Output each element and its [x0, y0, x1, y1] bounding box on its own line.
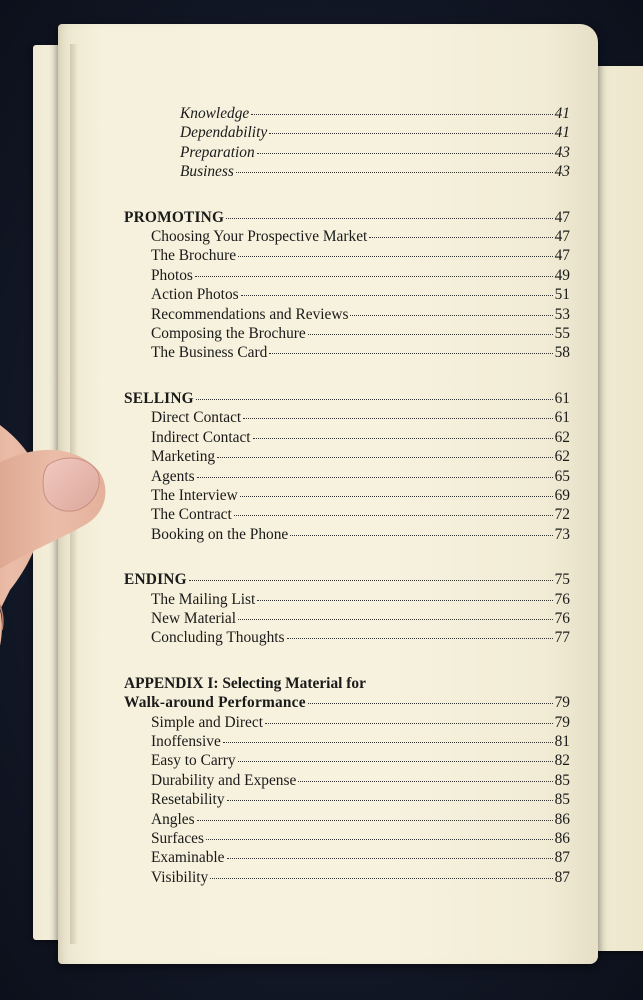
toc-entry-page: 47	[554, 247, 570, 265]
toc-entry-label: New Material	[151, 609, 237, 627]
leader-dots	[241, 294, 553, 296]
toc-entry-label: Knowledge	[180, 105, 250, 122]
leader-dots	[238, 255, 553, 257]
toc-section-heading	[124, 570, 570, 589]
toc-entry	[124, 305, 570, 324]
toc-entry	[124, 751, 570, 770]
toc-entry-label: The Contract	[151, 506, 232, 524]
toc-entry-page: 77	[554, 629, 570, 647]
leader-dots	[197, 819, 553, 821]
toc-section-ending	[124, 570, 570, 648]
toc-entry	[124, 609, 570, 628]
toc-entry-page: 55	[554, 325, 570, 343]
toc-entry	[124, 732, 570, 751]
toc-entry	[124, 467, 570, 486]
toc-entry	[124, 505, 570, 524]
toc-heading-page: 47	[554, 208, 570, 226]
leader-dots	[253, 437, 553, 439]
toc-entry	[124, 104, 570, 123]
toc-entry-label: The Brochure	[151, 247, 237, 265]
toc-entry-label: Angles	[151, 810, 195, 828]
toc-heading-label: SELLING	[124, 389, 194, 407]
toc-entry	[124, 525, 570, 544]
toc-entry-label: Indirect Contact	[151, 428, 251, 446]
toc-heading-page: 61	[554, 389, 570, 407]
toc-entry-label: Direct Contact	[151, 409, 242, 427]
toc-entry-label: Preparation	[180, 143, 255, 161]
leader-dots	[269, 352, 552, 354]
leader-dots	[265, 722, 553, 724]
toc-entry	[124, 628, 570, 647]
leader-dots	[257, 599, 552, 601]
toc-entry-label: Marketing	[151, 448, 216, 466]
toc-entry-label: Dependability	[180, 124, 268, 142]
leader-dots	[290, 534, 552, 536]
toc-heading-label: ENDING	[124, 571, 187, 589]
toc-entry-page: 86	[554, 810, 570, 828]
toc-entry-page: 43	[554, 163, 570, 181]
leader-dots	[234, 514, 553, 516]
leader-dots	[369, 236, 552, 238]
toc-entry	[124, 771, 570, 790]
toc-entry-page: 85	[554, 791, 570, 809]
leader-dots	[195, 275, 553, 277]
toc-entry	[124, 848, 570, 867]
leader-dots	[257, 152, 553, 154]
toc-entry-page: 69	[554, 486, 570, 504]
leader-dots	[287, 637, 553, 639]
toc-entry-label: Agents	[151, 467, 195, 485]
toc-section-heading	[124, 389, 570, 408]
toc-entry-label: Durability and Expense	[151, 771, 297, 789]
leader-dots	[251, 113, 552, 115]
toc-heading-page: 75	[554, 571, 570, 589]
toc-entry	[124, 324, 570, 343]
toc-entry-page: 47	[554, 228, 570, 246]
toc-entry-page: 49	[554, 266, 570, 284]
toc-entry-page: 62	[554, 428, 570, 446]
leader-dots	[308, 333, 553, 335]
toc-entry	[124, 143, 570, 162]
toc-entry	[124, 246, 570, 265]
toc-entry-page: 65	[554, 467, 570, 485]
toc-entry-label: The Mailing List	[151, 590, 256, 608]
toc-section-heading	[124, 208, 570, 227]
toc-entry	[124, 810, 570, 829]
toc-entry-label: Visibility	[151, 868, 209, 886]
toc-entry-page: 79	[554, 713, 570, 731]
toc-entry-page: 82	[554, 752, 570, 770]
toc-entry	[124, 428, 570, 447]
toc-heading-page: 79	[554, 694, 570, 712]
leader-dots	[350, 314, 552, 316]
toc-intro-block	[124, 104, 570, 182]
toc-entry-label: Booking on the Phone	[151, 525, 289, 543]
toc-entry-page: 58	[554, 344, 570, 362]
leader-dots	[308, 702, 553, 704]
toc-entry-page: 87	[554, 849, 570, 867]
toc-heading-label: PROMOTING	[124, 208, 225, 226]
toc-entry	[124, 285, 570, 304]
toc-entry-page: 61	[554, 409, 570, 427]
table-of-contents	[124, 104, 570, 913]
leader-dots	[227, 857, 553, 859]
toc-entry-page: 86	[554, 830, 570, 847]
toc-entry-label: The Business Card	[151, 344, 268, 362]
toc-section-heading	[124, 693, 570, 712]
toc-section-selling	[124, 389, 570, 544]
toc-entry-page: 62	[554, 448, 570, 466]
toc-entry-page: 81	[554, 732, 570, 750]
toc-entry	[124, 790, 570, 809]
leader-dots	[217, 456, 552, 458]
toc-entry-label: The Interview	[151, 486, 238, 504]
leader-dots	[298, 780, 552, 782]
leader-dots	[240, 495, 553, 497]
leader-dots	[227, 799, 553, 801]
toc-entry-label: Easy to Carry	[151, 752, 236, 770]
leader-dots	[210, 877, 552, 879]
leader-dots	[238, 760, 553, 762]
toc-entry	[124, 123, 570, 142]
toc-entry-label: Examinable	[151, 849, 225, 867]
leader-dots	[196, 398, 553, 400]
toc-entry-label: Concluding Thoughts	[151, 629, 285, 647]
toc-entry-label: Inoffensive	[151, 732, 221, 750]
toc-entry-page: 53	[554, 305, 570, 323]
toc-entry-page: 76	[554, 590, 570, 608]
toc-section-promoting	[124, 208, 570, 363]
leader-dots	[226, 217, 552, 219]
toc-entry-page: 87	[554, 868, 570, 886]
toc-entry-page: 51	[554, 286, 570, 304]
toc-entry	[124, 713, 570, 732]
toc-entry	[124, 590, 570, 609]
toc-entry-page: 41	[554, 105, 570, 122]
leader-dots	[197, 476, 553, 478]
toc-entry-label: Surfaces	[151, 830, 204, 847]
toc-entry-label: Composing the Brochure	[151, 325, 306, 343]
toc-entry-label: Recommendations and Reviews	[151, 305, 349, 323]
toc-entry-label: Resetability	[151, 791, 225, 809]
leader-dots	[206, 838, 553, 840]
toc-entry-page: 73	[554, 525, 570, 543]
toc-entry	[124, 343, 570, 362]
toc-entry-page: 43	[554, 143, 570, 161]
toc-entry-page: 72	[554, 506, 570, 524]
leader-dots	[243, 417, 552, 419]
toc-entry-label: Simple and Direct	[151, 713, 263, 731]
page-gutter-shadow	[70, 44, 78, 944]
leader-dots	[223, 741, 553, 743]
toc-entry	[124, 408, 570, 427]
toc-entry-page: 85	[554, 771, 570, 789]
toc-section-appendix	[124, 674, 570, 887]
leader-dots	[189, 579, 553, 581]
toc-entry	[124, 162, 570, 181]
toc-entry-label: Action Photos	[151, 286, 239, 304]
toc-heading-label: Walk-around Performance	[124, 694, 306, 712]
leader-dots	[269, 132, 552, 134]
toc-entry-label: Photos	[151, 266, 193, 284]
appendix-title-line-1: APPENDIX I: Selecting Material for	[124, 674, 366, 692]
toc-entry	[124, 227, 570, 246]
toc-entry-page: 41	[554, 124, 570, 142]
toc-entry	[124, 266, 570, 285]
leader-dots	[238, 618, 553, 620]
toc-entry	[124, 829, 570, 848]
toc-entry-page: 76	[554, 609, 570, 627]
toc-entry	[124, 447, 570, 466]
toc-entry-label: Choosing Your Prospective Market	[151, 228, 368, 246]
toc-entry	[124, 868, 570, 887]
toc-entry-label: Business	[180, 163, 234, 181]
leader-dots	[236, 171, 553, 173]
toc-entry	[124, 486, 570, 505]
